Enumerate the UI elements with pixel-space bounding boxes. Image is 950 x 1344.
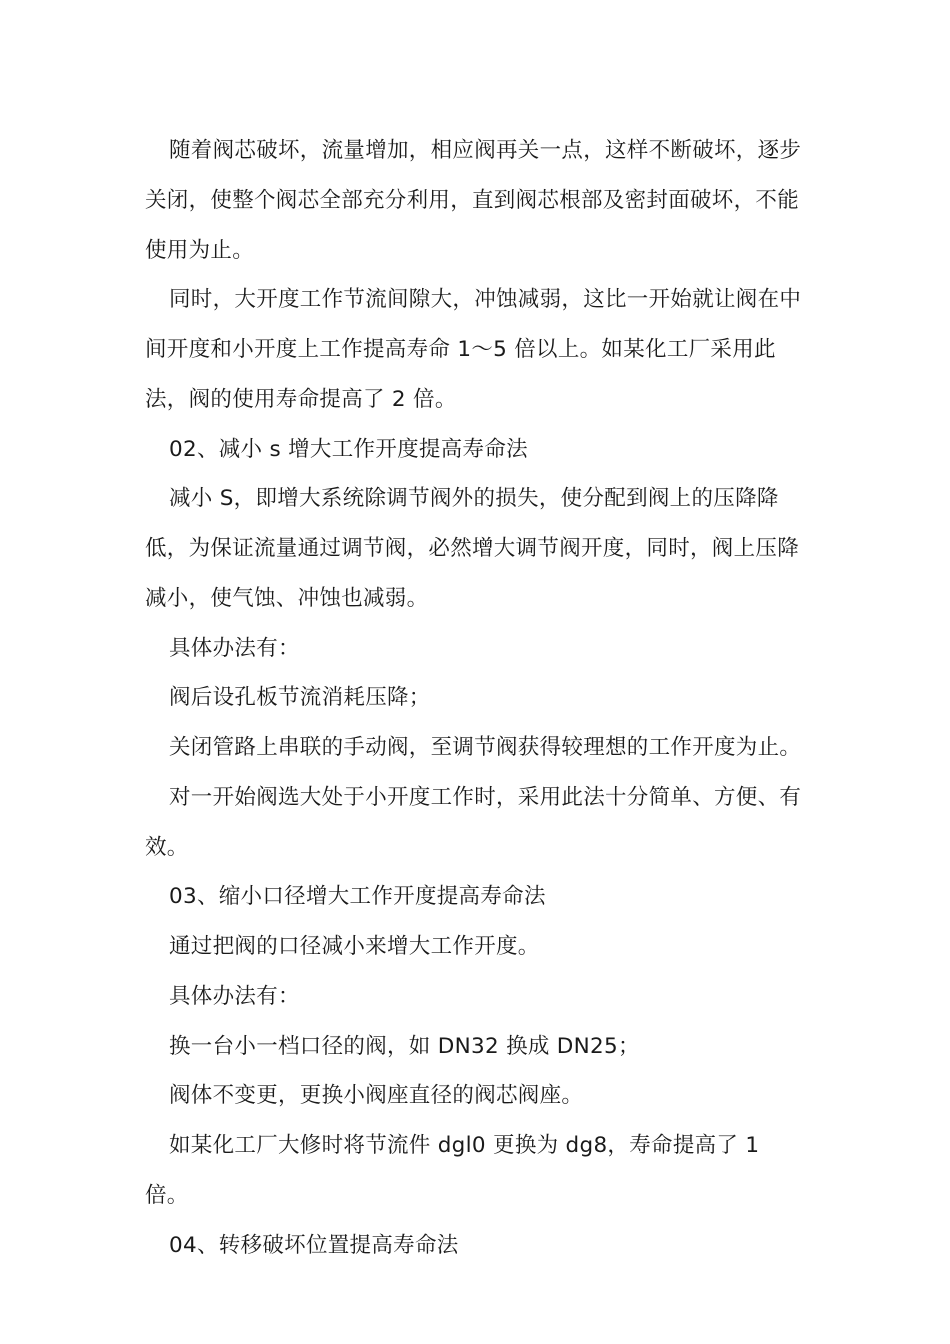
paragraph-reduce-caliber: 通过把阀的口径减小来增大工作开度。 — [169, 934, 540, 959]
paragraph-manual-valve: 关闭管路上串联的手动阀，至调节阀获得较理想的工作开度为止。 — [169, 735, 802, 760]
paragraph-replace-seat: 阀体不变更，更换小阀座直径的阀芯阀座。 — [169, 1083, 584, 1109]
paragraph-overhaul-example: 如某化工厂大修时将节流件 dgl0 更换为 dg8，寿命提高了 1 倍。 — [145, 1133, 760, 1208]
paragraph-methods-label: 具体办法有： — [169, 635, 300, 661]
paragraph-simple-effective: 对一开始阀选大处于小开度工作时，采用此法十分简单、方便、有效。 — [145, 784, 802, 860]
section-heading-02: 02、减小 s 增大工作开度提高寿命法 — [169, 436, 528, 462]
section-heading-04: 04、转移破坏位置提高寿命法 — [169, 1232, 459, 1258]
paragraph-valve-core-damage: 随着阀芯破坏，流量增加，相应阀再关一点，这样不断破坏，逐步关闭，使整个阀芯全部充分利用，直到阀芯根部及密封面破坏，不能使用为止。 — [145, 138, 802, 263]
paragraph-orifice-plate: 阀后设孔板节流消耗压降； — [169, 685, 431, 711]
paragraph-methods-label-2: 具体办法有： — [169, 983, 300, 1009]
document-body — [145, 126, 810, 1270]
paragraph-reduce-s: 减小 S，即增大系统除调节阀外的损失，使分配到阀上的压降降低，为保证流量通过调节阀，必然增大调节阀开度，同时，阀上压降减小，使气蚀、冲蚀也减弱。 — [145, 486, 800, 611]
paragraph-large-opening-life: 同时，大开度工作节流间隙大，冲蚀减弱，这比一开始就让阀在中间开度和小开度上工作提高寿命 1～5 倍以上。如某化工厂采用此法，阀的使用寿命提高了 2 倍。 — [145, 287, 802, 412]
section-heading-03: 03、缩小口径增大工作开度提高寿命法 — [169, 884, 546, 910]
paragraph-smaller-valve: 换一台小一档口径的阀，如 DN32 换成 DN25； — [169, 1033, 640, 1059]
